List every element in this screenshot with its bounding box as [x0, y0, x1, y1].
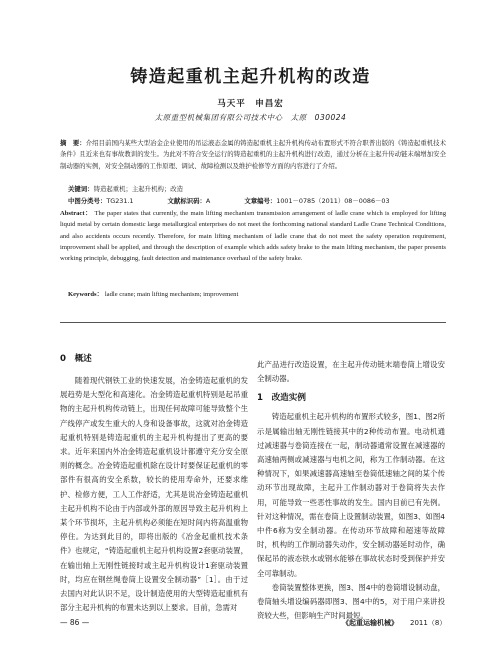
keywords-cn-text: 铸造起重机；主起升机构；改造 — [93, 185, 184, 193]
journal-footer — [342, 618, 446, 628]
keywords-en-label: Keywords： — [68, 291, 104, 298]
header-divider — [60, 322, 446, 323]
abstract-cn — [60, 138, 446, 172]
affiliation: 太原重型机械集团有限公司技术中心 太原 030024 — [154, 113, 347, 122]
abstract-en — [60, 208, 446, 264]
keywords-en-text: ladle crane; main lifting mechanism; improvement — [104, 291, 239, 298]
clc-label: 中图分类号： — [68, 197, 107, 205]
journal-issue: 2011（8） — [410, 619, 447, 627]
article-no-value: 1001－0785（2011）08－0086－03 — [276, 197, 390, 205]
doc-code-label: 文献标识码： — [167, 197, 206, 205]
abstract-en-label: Abstract： — [60, 210, 93, 217]
abstract-cn-label: 摘 要： — [60, 139, 86, 147]
right-column — [257, 358, 445, 623]
section-0-body: 随着现代钢铁工业的快速发展，冶金铸造起重机的发展趋势是大型化和高速化。冶金铸造起重机特别是起吊重物的主起升机构传动链上，出现任何故障可能导致整个生产线停产或发生重大的人身和设备事故，这就对冶金铸造起重机特别是铸造起重机的主起升机构提出了更高的要求。近年来国内外冶金铸造起重机设计都遵守充分安全原则的概念。冶金铸造起重机除在设计时要保证起重机的零部件有很高的安全系数，较长的使用寿命外，还要求维护、检修方便，工人工作舒适，尤其是说冶金铸造起重机主起升机构不论由于内部或外部的原因导致主起升机构上某个环节损坏，主起升机构必须能在短时间内将高温重物停住。为达到此目的，即将出版的《冶金起重机技术条件》也规定，“铸造起重机主起升机构设置2套驱动装置，在输出轴上无刚性链接时或主起升机构设计1套驱动装置时，均应在钢丝绳卷筒上设置安全制动器”［1］。由于过去国内对此认识不足，设计制造使用的大型铸造起重机有部分主起升机构的布置未达到以上要求。目前，急需对 — [60, 376, 248, 613]
section-1-paragraph-1: 铸造起重机主起升机构的布置形式较多，图1、图2所示是属输出轴无刚性链接其中的2种传动布置。电动机通过减速器与卷筒连接在一起，制动器通常设置在减速器的高速轴两侧或减速器与电机之间，称为工作制动器。在这种情况下，如果减速器高速轴至卷筒低速轴之间的某个传动环节出现故障，主起升工作制动器对于卷筒将失去作用，可能导致一些恶性事故的发生。国内目前已有先例。针对这种情况，需在卷筒上设置制动装置，如图3、如图4中件6称为安全制动器。在传动环节故障和超速等故障时，机构的工作制动器失动作，安全制动器延时动作，确保起吊的液态铁水或钢水能够在事故状态时受到保护并安全可靠制动。 — [257, 412, 445, 578]
abstract-en-text: The paper states that currently, the main lifting mechanism transmission arrangement of ladle crane which is employed for lifting liquid metal by certain domestic large metallurgical enterprises do not meet the forthcoming national standard Ladle Crane Technical Conditions, and also accidents occurs recently. Therefore, for main lifting mechanism of ladle crane that do not meet the safety operation requirement, improvement shall be applied, and through the description of example which adds safety brake to the main lifting mechanism, the paper presents working principle, debugging, fault detection and maintenance overhaul of the safety brake. — [60, 210, 446, 263]
article-no-label: 文章编号： — [244, 197, 277, 205]
classification-meta — [68, 196, 422, 205]
right-column-continuation: 此产品进行改造设置，在主起升传动链末端卷筒上增设安全制动器。 — [257, 360, 445, 384]
section-1-paragraph-2: 卷筒装置整体更换，图3、图4中的卷筒增设制动盘，卷筒轴头增设编码器即图3、图4中的5，对于用户来讲投资较大些，但影响生产时间最短。 — [257, 582, 445, 621]
section-1-heading: 1 改造实例 — [257, 393, 306, 404]
paper-title: 铸造起重机主起升机构的改造 — [130, 67, 371, 87]
doc-code-value: A — [205, 197, 211, 205]
keywords-en — [68, 289, 454, 300]
keywords-cn — [68, 184, 454, 195]
author-list: 马天平 申昌宏 — [217, 99, 284, 109]
journal-name: 《起重运输机械》 — [342, 619, 398, 627]
keywords-cn-label: 关键词： — [68, 185, 94, 193]
clc-value: TG231.1 — [106, 197, 134, 205]
section-0-heading: 0 概述 — [60, 354, 92, 364]
page-number: — 86 — — [60, 618, 90, 627]
abstract-cn-text: 介绍目前国内某些大型冶金企业使用的吊运液态金属的铸造起重机主起升机构传动布置形式不符合职普出版的《铸造起重机技术条件》且近来也有事故教训的发生。为此对不符合安全运行的铸造起重机的主起升机构进行改造，通过分析在主起升传动链末端增加安全制动器的实例，对安全制动器的工作原理、调试、故障检测以及维护检修等方面的内容进行了介绍。 — [60, 139, 447, 170]
